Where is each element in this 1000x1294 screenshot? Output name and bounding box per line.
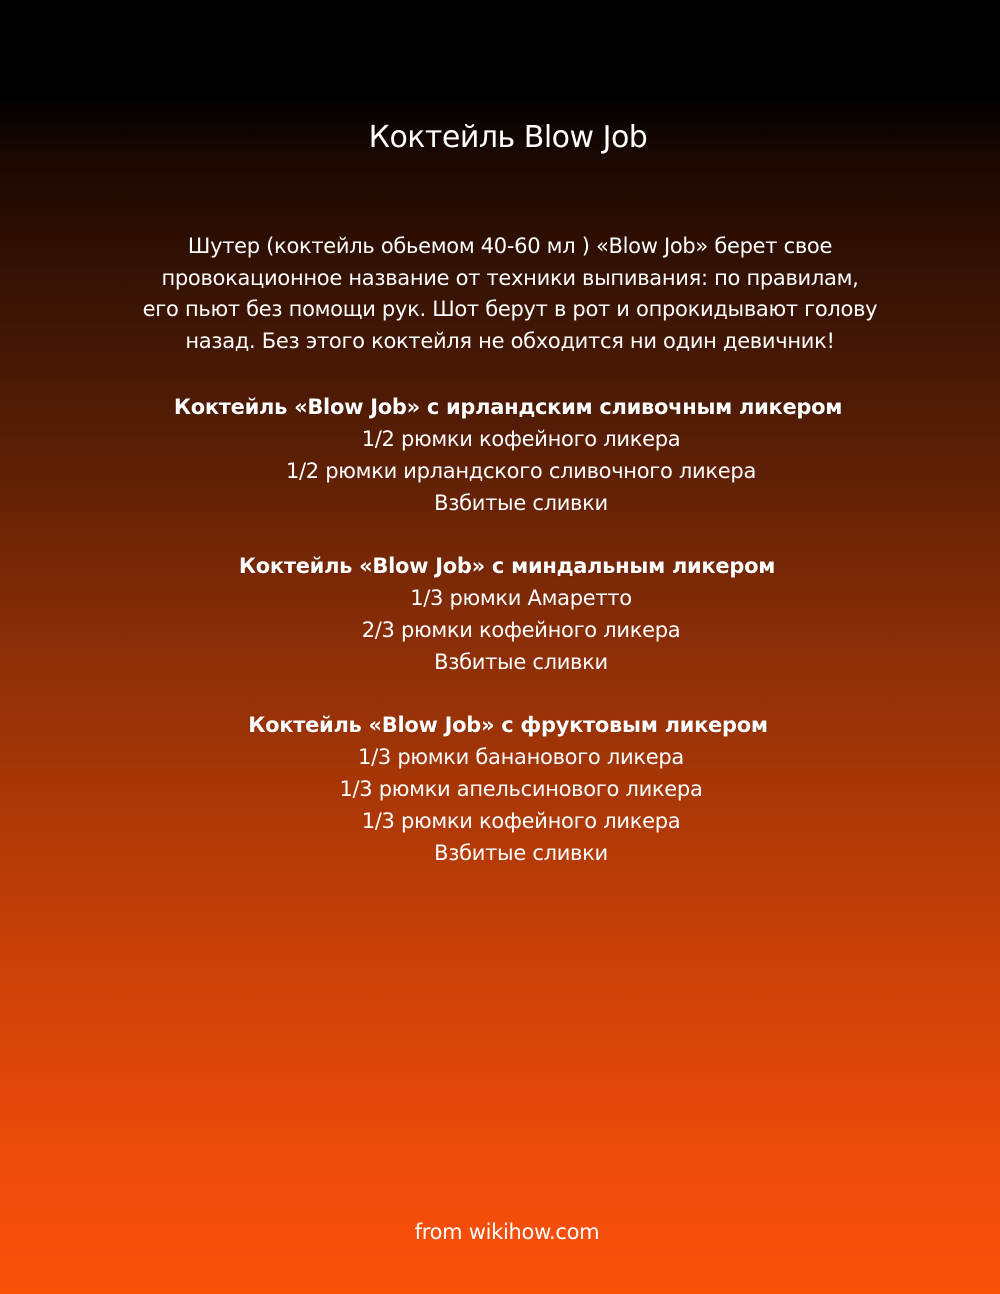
ingredient-item: 1/3 рюмки Амаретто	[410, 586, 632, 610]
intro-line: Шутер (коктейль обьемом 40-60 мл ) «Blow Job» берет свое	[187, 234, 833, 258]
ingredient-item: Взбитые сливки	[434, 841, 608, 865]
recipe-heading: Коктейль «Blow Job» с фруктовым ликером	[248, 713, 768, 737]
ingredient-list	[0, 741, 1000, 869]
ingredient-item: 1/3 рюмки кофейного ликера	[361, 809, 681, 833]
ingredient-item: 1/3 рюмки апельсинового ликера	[339, 777, 703, 801]
recipe-heading: Коктейль «Blow Job» с ирландским сливочным ликером	[173, 395, 843, 419]
recipe-fruit	[0, 709, 1000, 869]
intro-line: провокационное название от техники выпивания: по правилам,	[161, 265, 859, 290]
page-title: Коктейль Blow Job	[368, 120, 648, 155]
ingredient-list	[0, 582, 1000, 678]
ingredient-item: Взбитые сливки	[434, 650, 608, 674]
ingredient-item: Взбитые сливки	[434, 491, 608, 515]
ingredient-item: 2/3 рюмки кофейного ликера	[361, 618, 681, 642]
recipe-irish-cream	[0, 391, 1000, 519]
intro-line: назад. Без этого коктейля не обходится ни один девичник!	[185, 328, 835, 353]
intro-paragraph	[100, 231, 920, 357]
ingredient-item: 1/2 рюмки ирландского сливочного ликера	[285, 459, 757, 483]
recipe-heading: Коктейль «Blow Job» с миндальным ликером	[238, 554, 776, 578]
source-credit: from wikihow.com	[414, 1220, 600, 1244]
ingredient-item: 1/2 рюмки кофейного ликера	[361, 427, 681, 451]
ingredient-list	[0, 423, 1000, 519]
recipe-almond	[0, 550, 1000, 678]
intro-line: его пьют без помощи рук. Шот берут в рот и опрокидывают голову	[142, 297, 878, 321]
ingredient-item: 1/3 рюмки бананового ликера	[358, 745, 684, 769]
